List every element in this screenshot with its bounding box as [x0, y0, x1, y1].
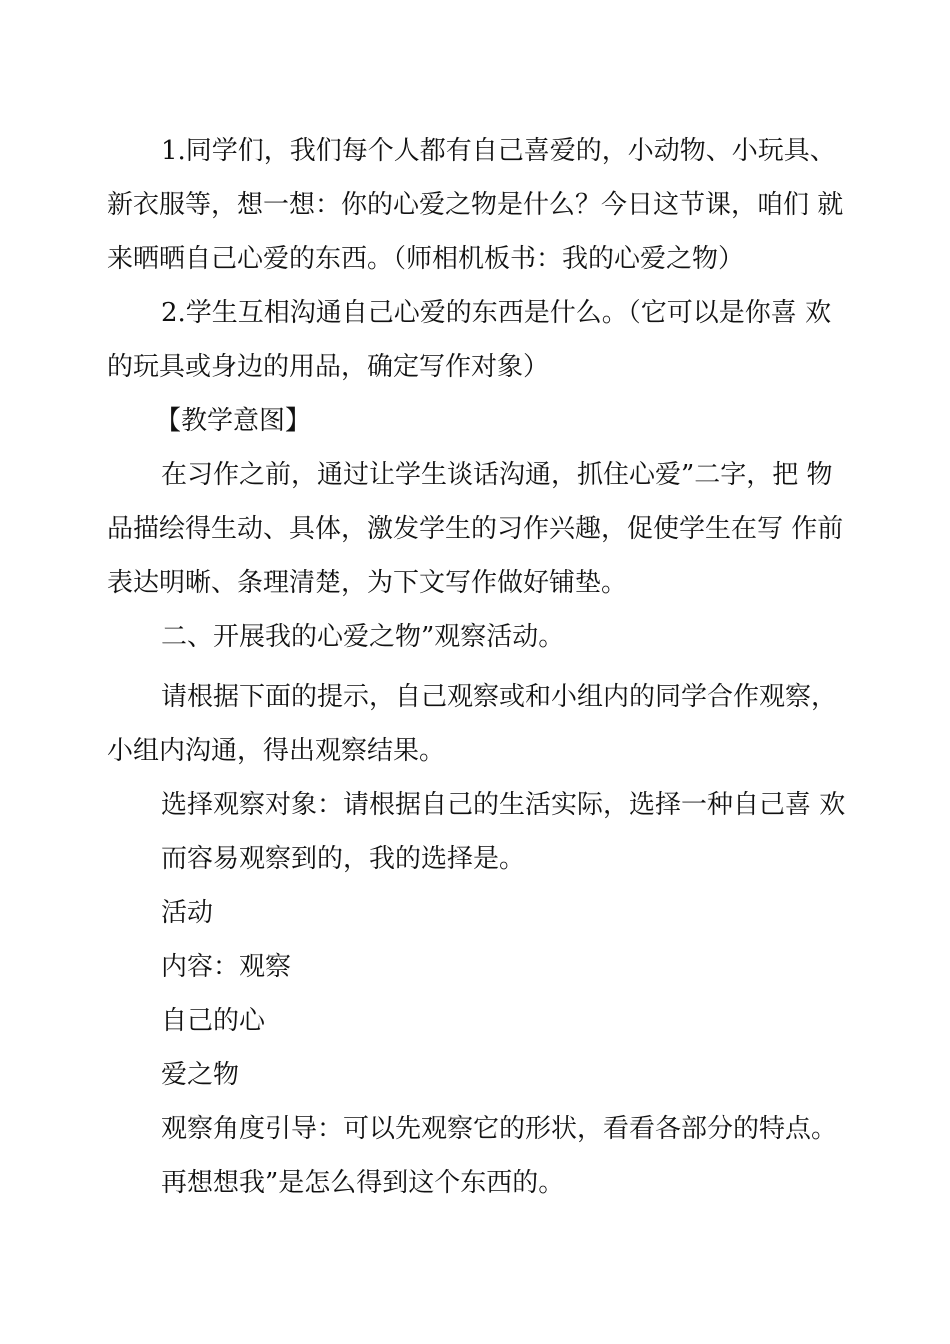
- paragraph-1-line-3: 来晒晒自己心爱的东西。（师相机板书：我的心爱之物）: [107, 244, 745, 274]
- paragraph-3-line-1: 在习作之前，通过让学生谈话沟通，抓住心爱”二字，把 物: [161, 460, 833, 490]
- paragraph-1-line-1: 1.同学们，我们每个人都有自己喜爱的，小动物、小玩具、: [161, 136, 836, 166]
- section-heading-teaching-intent: 【教学意图】: [155, 406, 312, 436]
- paragraph-5-line-1: 选择观察对象：请根据自己的生活实际，选择一种自己喜 欢: [161, 790, 846, 820]
- paragraph-4-line-2: 小组内沟通，得出观察结果。: [107, 736, 446, 766]
- observation-guide-line-2: 再想想我”是怎么得到这个东西的。: [161, 1168, 565, 1198]
- observation-guide-line-1: 观察角度引导：可以先观察它的形状，看看各部分的特点。: [161, 1114, 838, 1144]
- content-label: 内容：观察: [161, 952, 292, 982]
- paragraph-3-line-3: 表达明晰、条理清楚，为下文写作做好铺垫。: [107, 568, 628, 598]
- paragraph-4-line-1: 请根据下面的提示，自己观察或和小组内的同学合作观察，: [161, 682, 838, 712]
- activity-label: 活动: [161, 898, 214, 928]
- content-line-2: 自己的心: [161, 1006, 266, 1036]
- paragraph-3-line-2: 品描绘得生动、具体，激发学生的习作兴趣，促使学生在写 作前: [107, 514, 844, 544]
- paragraph-2-line-1: 2.学生互相沟通自己心爱的东西是什么。（它可以是你喜 欢: [161, 298, 832, 328]
- content-line-3: 爱之物: [161, 1060, 240, 1090]
- paragraph-5-line-2: 而容易观察到的，我的选择是。: [161, 844, 526, 874]
- section-heading-activity: 二、开展我的心爱之物”观察活动。: [161, 622, 565, 652]
- paragraph-1-line-2: 新衣服等，想一想：你的心爱之物是什么？今日这节课，咱们 就: [107, 190, 844, 220]
- paragraph-2-line-2: 的玩具或身边的用品，确定写作对象）: [107, 352, 550, 382]
